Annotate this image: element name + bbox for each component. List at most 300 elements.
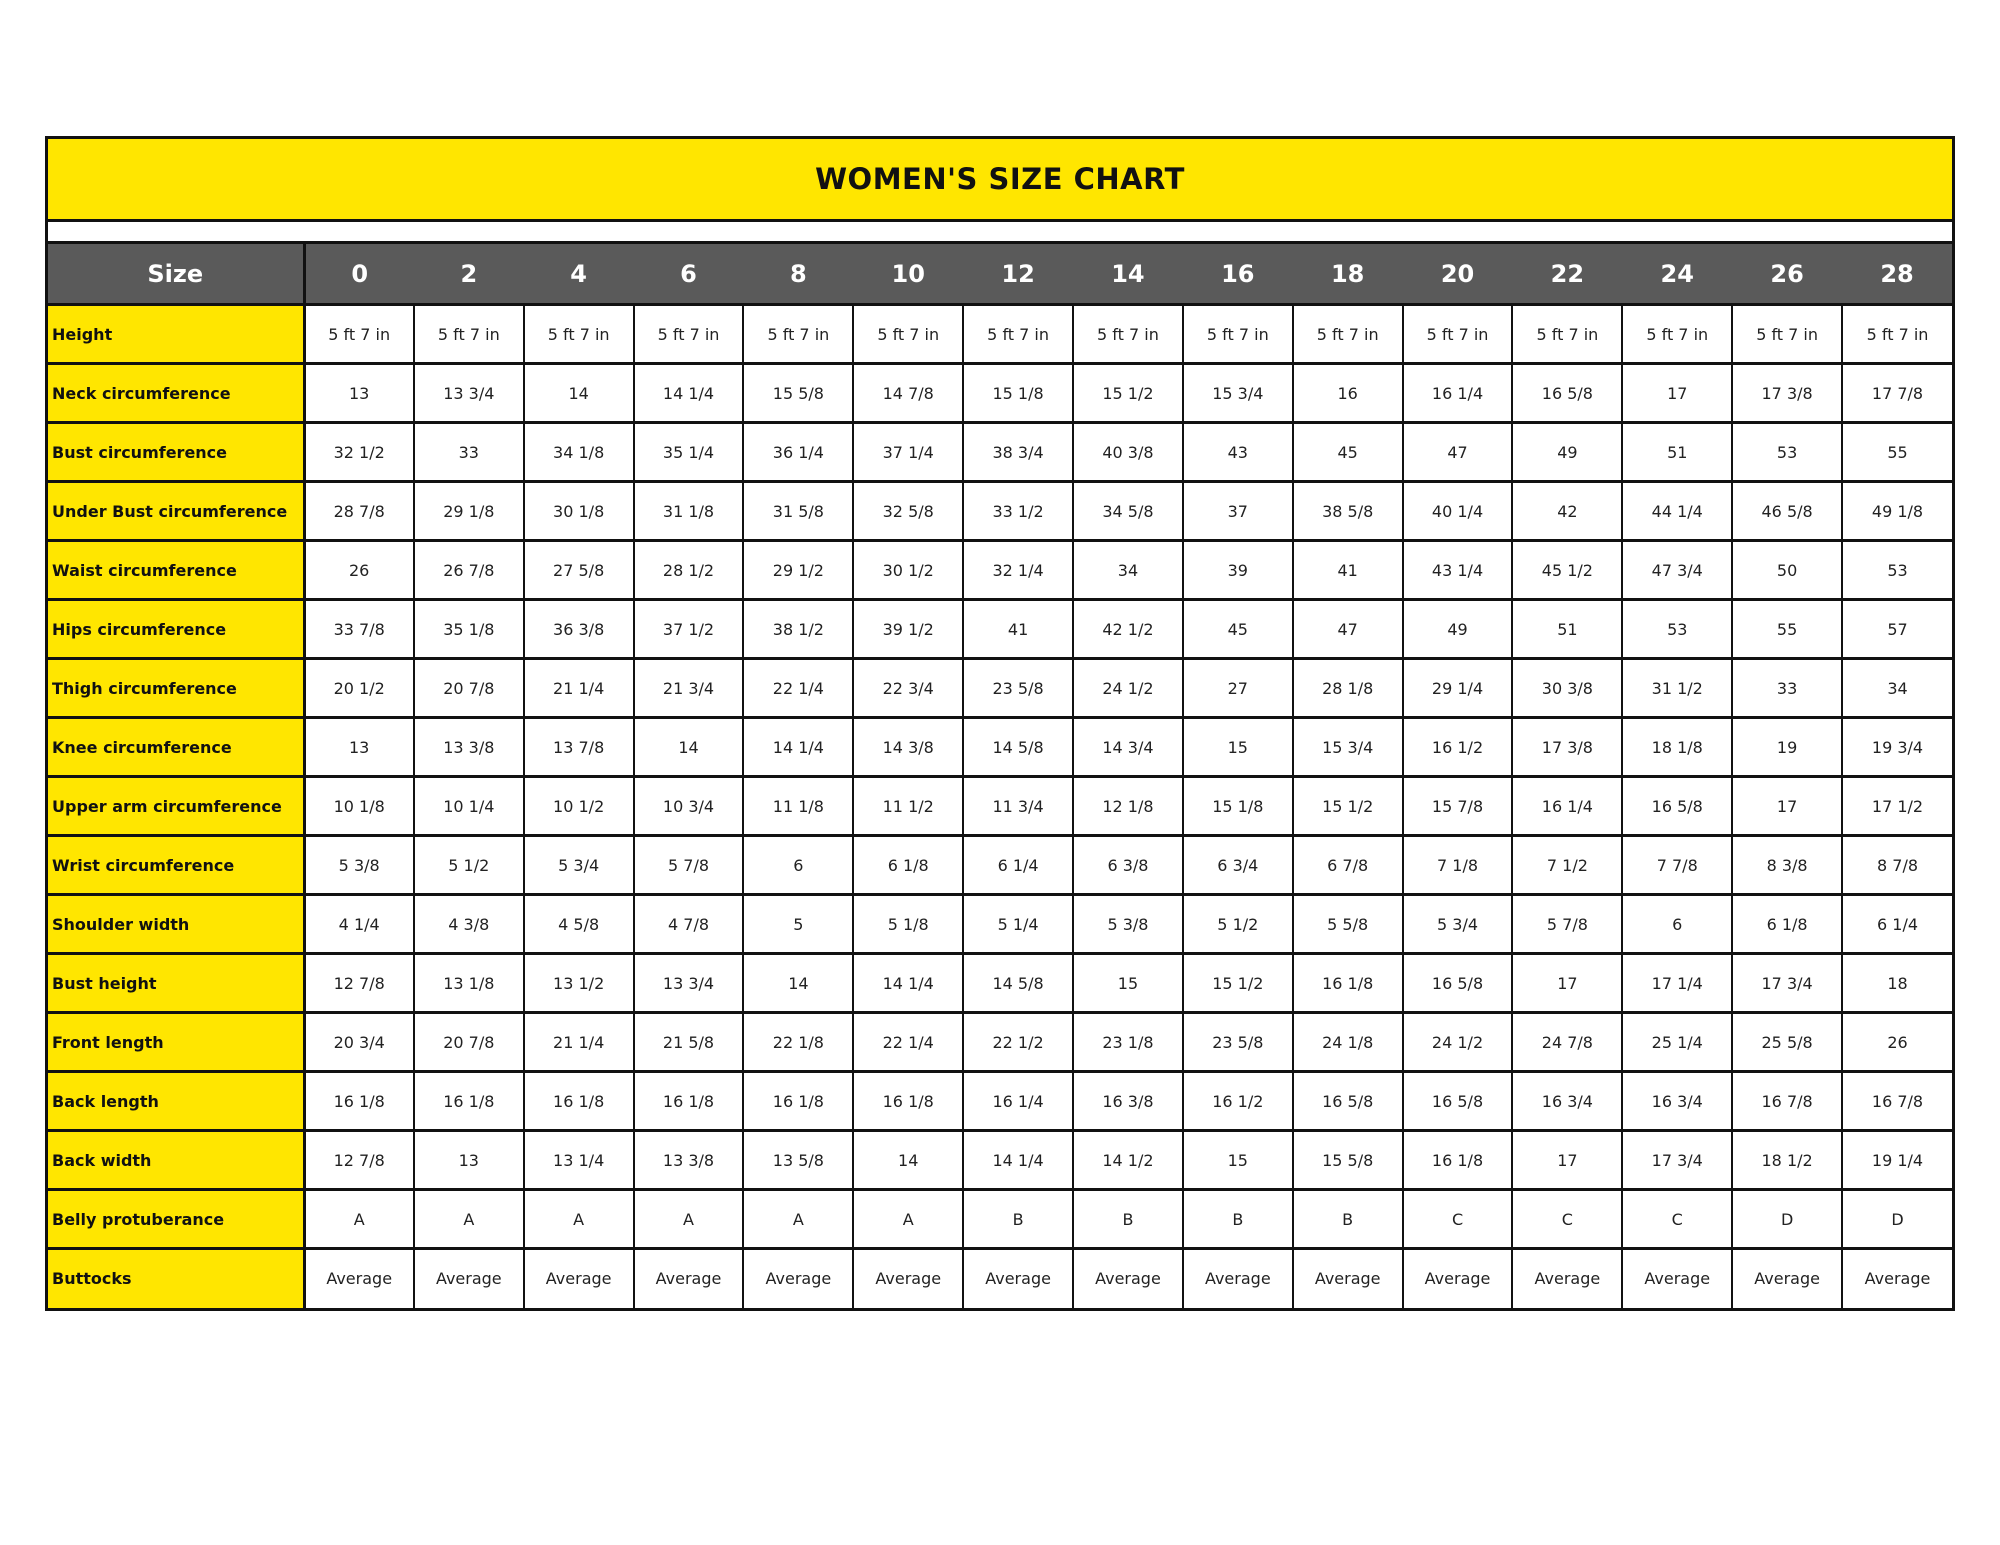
measurement-cell: 15 1/2 [1293,777,1403,836]
measurement-cell: 5 1/4 [963,895,1073,954]
row-label: Bust height [48,954,304,1013]
measurement-cell: 5 5/8 [1293,895,1403,954]
measurement-cell: 16 5/8 [1403,954,1513,1013]
measurement-cell: Average [853,1249,963,1308]
measurement-cell: 14 1/4 [634,364,744,423]
measurement-cell: 10 1/8 [304,777,414,836]
measurement-cell: 26 [1842,1013,1952,1072]
size-header-cell: 4 [524,244,634,305]
measurement-cell: 18 1/2 [1732,1131,1842,1190]
table-row [48,1131,1952,1190]
measurement-cell: 49 [1512,423,1622,482]
row-label: Bust circumference [48,423,304,482]
measurement-cell: 5 7/8 [634,836,744,895]
table-row [48,895,1952,954]
measurement-cell: 4 5/8 [524,895,634,954]
measurement-cell: 16 1/8 [634,1072,744,1131]
measurement-cell: Average [414,1249,524,1308]
measurement-cell: 19 1/4 [1842,1131,1952,1190]
measurement-cell: 14 [634,718,744,777]
title-bar [48,139,1952,222]
measurement-cell: 18 [1842,954,1952,1013]
measurement-cell: A [414,1190,524,1249]
measurement-cell: 7 1/8 [1403,836,1513,895]
measurement-cell: B [1073,1190,1183,1249]
size-header-cell: 22 [1512,244,1622,305]
measurement-cell: 5 ft 7 in [634,305,744,364]
measurement-cell: 15 [1073,954,1183,1013]
measurement-cell: 16 [1293,364,1403,423]
measurement-cell: 30 1/8 [524,482,634,541]
measurement-cell: 12 1/8 [1073,777,1183,836]
measurement-cell: 15 1/2 [1073,364,1183,423]
measurement-cell: 14 5/8 [963,718,1073,777]
measurement-cell: Average [304,1249,414,1308]
measurement-cell: 15 7/8 [1403,777,1513,836]
measurement-cell: 18 1/8 [1622,718,1732,777]
measurement-cell: 5 3/8 [1073,895,1183,954]
title-spacer [48,222,1952,244]
measurement-cell: 22 1/8 [743,1013,853,1072]
measurement-cell: 38 1/2 [743,600,853,659]
measurement-cell: 5 ft 7 in [743,305,853,364]
measurement-cell: 17 3/8 [1732,364,1842,423]
measurement-cell: 13 3/4 [634,954,744,1013]
table-row [48,659,1952,718]
measurement-cell: 5 3/4 [1403,895,1513,954]
row-label: Wrist circumference [48,836,304,895]
measurement-cell: 6 1/4 [1842,895,1952,954]
size-chart [45,136,1955,1311]
measurement-cell: 8 7/8 [1842,836,1952,895]
measurement-cell: A [634,1190,744,1249]
measurement-cell: 33 7/8 [304,600,414,659]
measurement-cell: 45 1/2 [1512,541,1622,600]
measurement-cell: 23 5/8 [963,659,1073,718]
measurement-cell: 25 5/8 [1732,1013,1842,1072]
measurement-cell: 53 [1842,541,1952,600]
size-header-cell: 20 [1403,244,1513,305]
measurement-cell: 24 1/2 [1403,1013,1513,1072]
measurement-cell: 15 1/8 [963,364,1073,423]
measurement-cell: 15 1/2 [1183,954,1293,1013]
measurement-cell: Average [1403,1249,1513,1308]
chart-title: WOMEN'S SIZE CHART [815,162,1185,196]
measurement-cell: 16 5/8 [1622,777,1732,836]
measurement-cell: 32 1/2 [304,423,414,482]
row-label: Waist circumference [48,541,304,600]
measurement-cell: 5 ft 7 in [524,305,634,364]
measurement-cell: 31 1/8 [634,482,744,541]
measurement-cell: 14 [743,954,853,1013]
measurement-cell: Average [1512,1249,1622,1308]
measurement-cell: 34 1/8 [524,423,634,482]
row-label: Front length [48,1013,304,1072]
measurement-cell: 27 [1183,659,1293,718]
measurement-cell: 6 3/8 [1073,836,1183,895]
measurement-cell: 47 3/4 [1622,541,1732,600]
size-header-cell: 0 [304,244,414,305]
measurement-cell: 34 [1842,659,1952,718]
row-label: Shoulder width [48,895,304,954]
measurement-cell: 38 3/4 [963,423,1073,482]
measurement-cell: 16 7/8 [1842,1072,1952,1131]
header-row [48,244,1952,305]
measurement-cell: 15 1/8 [1183,777,1293,836]
measurement-cell: 17 3/4 [1622,1131,1732,1190]
measurement-cell: 47 [1403,423,1513,482]
measurement-cell: 23 5/8 [1183,1013,1293,1072]
measurement-cell: 5 3/8 [304,836,414,895]
measurement-cell: Average [1864,1269,1931,1289]
measurement-cell: 16 1/2 [1403,718,1513,777]
row-label: Under Bust circumference [48,482,304,541]
measurement-cell: 40 1/4 [1403,482,1513,541]
size-column-header: Size [48,244,304,305]
measurement-cell: 16 1/8 [1293,954,1403,1013]
measurement-cell: 5 ft 7 in [1842,305,1952,364]
measurement-cell: 16 3/4 [1512,1072,1622,1131]
measurement-cell: 13 5/8 [743,1131,853,1190]
row-label: Belly protuberance [48,1190,304,1249]
measurement-cell: C [1512,1190,1622,1249]
measurement-cell: 20 1/2 [304,659,414,718]
measurement-cell: 14 7/8 [853,364,963,423]
measurement-cell: 45 [1293,423,1403,482]
measurement-cell: 22 1/2 [963,1013,1073,1072]
measurement-cell: 14 1/4 [853,954,963,1013]
measurement-cell: 7 1/2 [1512,836,1622,895]
measurement-cell: C [1622,1190,1732,1249]
measurement-cell: 5 ft 7 in [414,305,524,364]
measurement-cell: 44 1/4 [1622,482,1732,541]
measurement-cell: 6 3/4 [1183,836,1293,895]
measurement-cell: 24 7/8 [1512,1013,1622,1072]
measurement-cell: 15 3/4 [1183,364,1293,423]
measurement-cell: 39 [1183,541,1293,600]
measurement-cell: A [304,1190,414,1249]
measurement-cell: 57 [1842,600,1952,659]
size-table [48,244,1952,1308]
measurement-cell: 5 1/2 [1183,895,1293,954]
measurement-cell: A [743,1190,853,1249]
measurement-cell: 53 [1732,423,1842,482]
measurement-cell: 30 1/2 [853,541,963,600]
measurement-cell: 28 1/2 [634,541,744,600]
measurement-cell: 11 1/8 [743,777,853,836]
measurement-cell: 51 [1622,423,1732,482]
measurement-cell: 50 [1732,541,1842,600]
measurement-cell: A [524,1190,634,1249]
size-header-cell: 28 [1842,244,1952,305]
measurement-cell: 5 ft 7 in [1732,305,1842,364]
measurement-cell: 55 [1732,600,1842,659]
measurement-cell: 10 1/2 [524,777,634,836]
measurement-cell: 19 [1732,718,1842,777]
measurement-cell: D [1732,1190,1842,1249]
measurement-cell: 12 7/8 [304,954,414,1013]
measurement-cell: 34 5/8 [1073,482,1183,541]
size-header-cell: 18 [1293,244,1403,305]
measurement-cell: 16 1/4 [1512,777,1622,836]
table-row [48,541,1952,600]
measurement-cell: 11 1/2 [853,777,963,836]
measurement-cell: 35 1/4 [634,423,744,482]
measurement-cell: 14 1/4 [963,1131,1073,1190]
measurement-cell: 26 7/8 [414,541,524,600]
row-label: Thigh circumference [48,659,304,718]
measurement-cell: 11 3/4 [963,777,1073,836]
table-row [48,954,1952,1013]
measurement-cell: 14 [853,1131,963,1190]
table-row [48,600,1952,659]
measurement-cell: 17 7/8 [1842,364,1952,423]
measurement-cell: 16 3/8 [1073,1072,1183,1131]
measurement-cell: 12 7/8 [304,1131,414,1190]
measurement-cell: 16 1/8 [743,1072,853,1131]
table-row [48,718,1952,777]
measurement-cell: 36 1/4 [743,423,853,482]
measurement-cell: D [1842,1190,1952,1249]
measurement-cell: 38 5/8 [1293,482,1403,541]
measurement-cell: 8 3/8 [1732,836,1842,895]
measurement-cell: 13 7/8 [524,718,634,777]
size-header-cell: 14 [1073,244,1183,305]
measurement-cell: 14 5/8 [963,954,1073,1013]
measurement-cell: 46 5/8 [1732,482,1842,541]
size-header-cell: 6 [634,244,744,305]
measurement-cell: 28 1/8 [1293,659,1403,718]
measurement-cell: 37 [1183,482,1293,541]
measurement-cell: 5 ft 7 in [1073,305,1183,364]
measurement-cell: 36 3/8 [524,600,634,659]
measurement-cell: 5 ft 7 in [1512,305,1622,364]
measurement-cell: 16 5/8 [1293,1072,1403,1131]
measurement-cell: B [1293,1190,1403,1249]
table-body [48,305,1952,1308]
measurement-cell: 13 [304,364,414,423]
table-row [48,836,1952,895]
table-row [48,1072,1952,1131]
measurement-cell: 37 1/4 [853,423,963,482]
measurement-cell: 15 [1183,1131,1293,1190]
measurement-cell: 14 1/4 [743,718,853,777]
measurement-cell: 24 1/8 [1293,1013,1403,1072]
measurement-cell: 43 [1183,423,1293,482]
measurement-cell: 29 1/2 [743,541,853,600]
measurement-cell: 5 7/8 [1512,895,1622,954]
measurement-cell: 26 [304,541,414,600]
measurement-cell: 49 1/8 [1842,482,1952,541]
measurement-cell: 13 1/8 [414,954,524,1013]
measurement-cell: 13 [414,1131,524,1190]
measurement-cell: 55 [1842,423,1952,482]
size-header-cell: 8 [743,244,853,305]
measurement-cell: 17 [1512,1131,1622,1190]
measurement-cell: 29 1/8 [414,482,524,541]
size-header-cell: 12 [963,244,1073,305]
measurement-cell: Average [743,1249,853,1308]
measurement-cell: 17 [1512,954,1622,1013]
measurement-cell: B [1183,1190,1293,1249]
measurement-cell: 4 1/4 [304,895,414,954]
measurement-cell: Average [524,1249,634,1308]
measurement-cell: 10 1/4 [414,777,524,836]
measurement-cell: 16 1/8 [414,1072,524,1131]
table-row [48,364,1952,423]
measurement-cell: 37 1/2 [634,600,744,659]
measurement-cell: 45 [1183,600,1293,659]
measurement-cell: 20 7/8 [414,659,524,718]
measurement-cell: 5 ft 7 in [963,305,1073,364]
measurement-cell: 4 3/8 [414,895,524,954]
measurement-cell: 35 1/8 [414,600,524,659]
measurement-cell: 6 7/8 [1293,836,1403,895]
measurement-cell: 17 3/8 [1512,718,1622,777]
measurement-cell: 21 5/8 [634,1013,744,1072]
measurement-cell: 6 1/4 [963,836,1073,895]
measurement-cell: 5 ft 7 in [1622,305,1732,364]
measurement-cell: 6 [743,836,853,895]
size-header-cell: 24 [1622,244,1732,305]
measurement-cell: Average [1073,1249,1183,1308]
measurement-cell: 14 3/8 [853,718,963,777]
measurement-cell: 5 1/8 [853,895,963,954]
measurement-cell: 14 [524,364,634,423]
measurement-cell: 41 [1293,541,1403,600]
measurement-cell: 17 [1622,364,1732,423]
measurement-cell: Average [963,1249,1073,1308]
measurement-cell: 5 3/4 [524,836,634,895]
measurement-cell: 20 7/8 [414,1013,524,1072]
measurement-cell: 22 1/4 [853,1013,963,1072]
measurement-cell: 5 ft 7 in [1403,305,1513,364]
size-header-cell: 16 [1183,244,1293,305]
measurement-cell: Average [1293,1249,1403,1308]
measurement-cell: Average [1732,1249,1842,1308]
size-header-cell: 10 [853,244,963,305]
row-label: Back length [48,1072,304,1131]
measurement-cell: 5 1/2 [414,836,524,895]
measurement-cell: 33 [414,423,524,482]
measurement-cell: 13 3/8 [414,718,524,777]
measurement-cell: Average [634,1249,744,1308]
size-header-cell: 26 [1732,244,1842,305]
measurement-cell: 41 [963,600,1073,659]
measurement-cell: 43 1/4 [1403,541,1513,600]
row-label: Knee circumference [48,718,304,777]
measurement-cell: B [963,1190,1073,1249]
measurement-cell: 16 1/4 [1403,364,1513,423]
measurement-cell: 13 3/8 [634,1131,744,1190]
measurement-cell: 30 3/8 [1512,659,1622,718]
measurement-cell: 15 5/8 [743,364,853,423]
measurement-cell: 15 5/8 [1293,1131,1403,1190]
measurement-cell: 22 3/4 [853,659,963,718]
table-row [48,1249,1952,1308]
measurement-cell: 31 5/8 [743,482,853,541]
measurement-cell: 24 1/2 [1073,659,1183,718]
measurement-cell: 15 [1183,718,1293,777]
size-header-cell: 2 [414,244,524,305]
table-row [48,1013,1952,1072]
measurement-cell: 21 1/4 [524,1013,634,1072]
measurement-cell: 23 1/8 [1073,1013,1183,1072]
measurement-cell: 29 1/4 [1403,659,1513,718]
measurement-cell: 5 ft 7 in [304,305,414,364]
measurement-cell: 16 7/8 [1732,1072,1842,1131]
measurement-cell: 16 3/4 [1622,1072,1732,1131]
measurement-cell: 25 1/4 [1622,1013,1732,1072]
measurement-cell: 39 1/2 [853,600,963,659]
row-label: Back width [48,1131,304,1190]
measurement-cell: 19 3/4 [1842,718,1952,777]
measurement-cell: C [1403,1190,1513,1249]
measurement-cell: 42 [1512,482,1622,541]
measurement-cell: 5 ft 7 in [1293,305,1403,364]
row-label: Hips circumference [48,600,304,659]
measurement-cell: 5 [743,895,853,954]
table-row [48,777,1952,836]
measurement-cell: 6 [1622,895,1732,954]
table-row [48,305,1952,364]
measurement-cell: 5 ft 7 in [1183,305,1293,364]
measurement-cell: 13 [304,718,414,777]
measurement-cell: 4 7/8 [634,895,744,954]
measurement-cell: 32 5/8 [853,482,963,541]
measurement-cell: 32 1/4 [963,541,1073,600]
measurement-cell: 16 5/8 [1512,364,1622,423]
measurement-cell: 14 1/2 [1073,1131,1183,1190]
measurement-cell: 33 1/2 [963,482,1073,541]
table-row [48,423,1952,482]
row-label: Height [48,305,304,364]
measurement-cell: 16 1/2 [1183,1072,1293,1131]
measurement-cell: 13 3/4 [414,364,524,423]
measurement-cell: 49 [1403,600,1513,659]
table-row [48,482,1952,541]
measurement-cell: 42 1/2 [1073,600,1183,659]
measurement-cell: 17 1/4 [1622,954,1732,1013]
measurement-cell: 28 7/8 [304,482,414,541]
row-label: Upper arm circumference [48,777,304,836]
measurement-cell: 6 1/8 [1732,895,1842,954]
measurement-cell: 27 5/8 [524,541,634,600]
measurement-cell: 7 7/8 [1622,836,1732,895]
measurement-cell: 16 1/4 [963,1072,1073,1131]
measurement-cell: 13 1/4 [524,1131,634,1190]
measurement-cell: 13 1/2 [524,954,634,1013]
row-label: Neck circumference [48,364,304,423]
measurement-cell: 16 1/8 [304,1072,414,1131]
measurement-cell: 31 1/2 [1622,659,1732,718]
measurement-cell: 40 3/8 [1073,423,1183,482]
measurement-cell: 21 3/4 [634,659,744,718]
measurement-cell: 16 1/8 [524,1072,634,1131]
measurement-cell: 15 3/4 [1293,718,1403,777]
measurement-cell: 20 3/4 [304,1013,414,1072]
measurement-cell: 51 [1512,600,1622,659]
measurement-cell: 16 1/8 [853,1072,963,1131]
measurement-cell: A [853,1190,963,1249]
measurement-cell: 17 3/4 [1732,954,1842,1013]
measurement-cell: 21 1/4 [524,659,634,718]
measurement-cell: 16 1/8 [1403,1131,1513,1190]
measurement-cell: 34 [1073,541,1183,600]
table-row [48,1190,1952,1249]
measurement-cell: 6 1/8 [853,836,963,895]
measurement-cell: 22 1/4 [743,659,853,718]
